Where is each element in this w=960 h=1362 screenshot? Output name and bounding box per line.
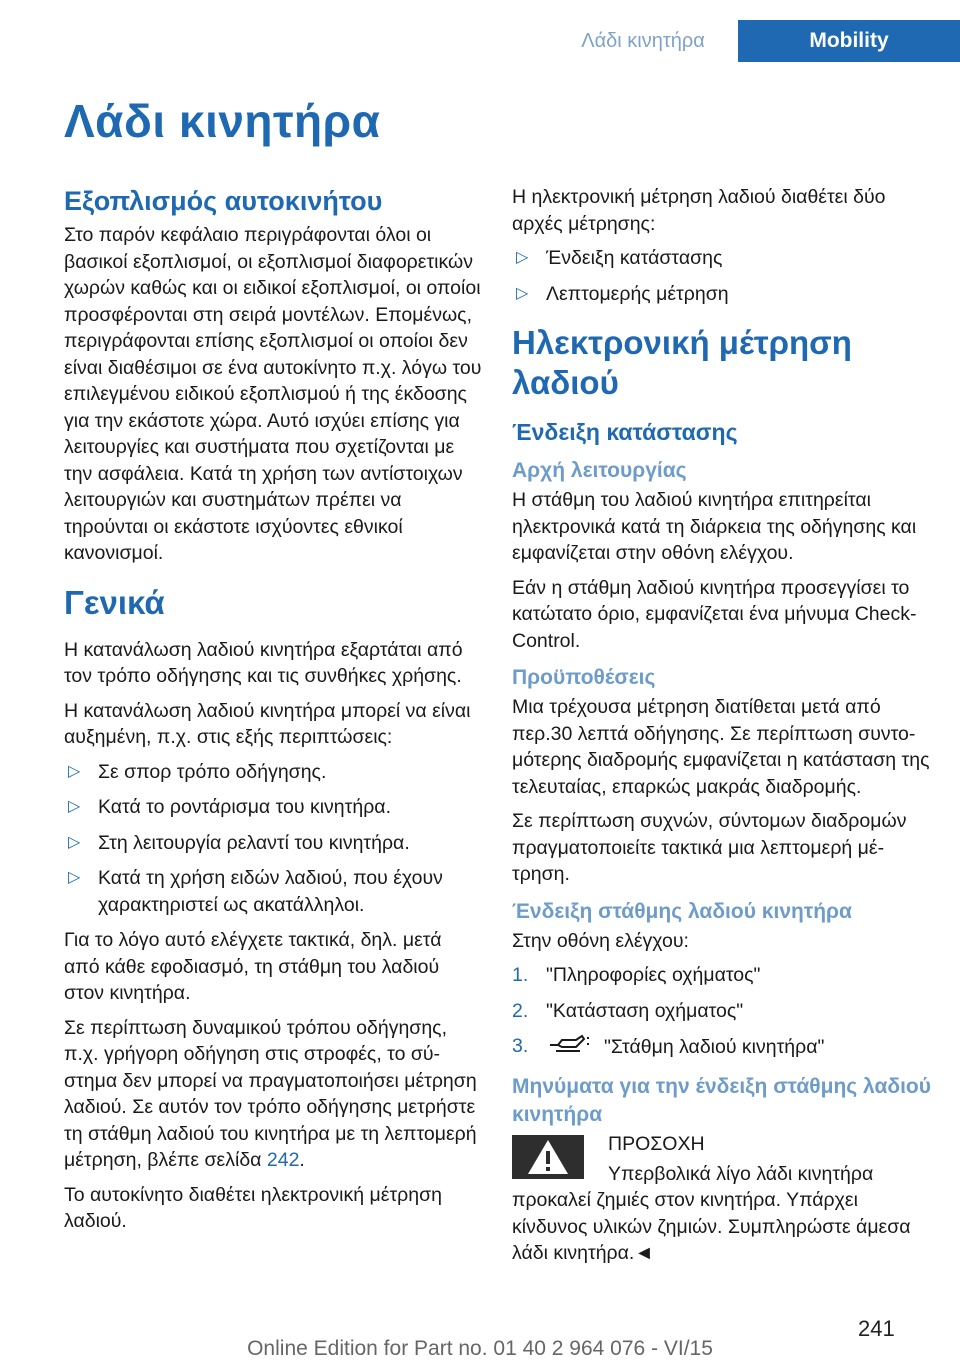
list-item — [64, 759, 482, 786]
messages-heading: Μηνύματα για την ένδειξη στάθμης λαδιού κινητήρα — [512, 1074, 931, 1126]
warning-title: ΠΡΟΣΟΧΗ — [608, 1132, 705, 1155]
paragraph-text: Σε περίπτωση δυναμικού τρόπου οδήγησης, π.χ. γρήγορη οδήγηση στις στροφές, το σύστημα δεν μπορεί να πραγματοποιήσει μέτρηση λαδιού. Σε αυτόν τον τρόπο οδήγησης μετρήστε τη στάθμη λαδιού του κινητήρα με τη λεπτομερή μέτρηση, βλέπε σελίδα — [64, 1016, 477, 1171]
list-item-text: Λεπτομερής μέτρηση — [546, 282, 729, 305]
warning-text-content: Υπερβολικά λίγο λάδι κινητήρα προκαλεί ζημιές στον κινητήρα. Υπάρχει κίνδυνος υλικών ζημιών. Συμπληρώστε άμεσα λάδι κινητήρα.◄ — [512, 1162, 911, 1264]
prerequisites-paragraph: Σε περίπτωση συχνών, σύντομων διαδρομών πραγματοποιείτε τακτικά μια λεπτομερή μέτρηση. — [512, 810, 907, 885]
step-number: 1. — [512, 964, 529, 986]
general-paragraph: Για το λόγο αυτό ελέγχετε τακτικά, δηλ. μετά από κάθε εφοδιασμό, τη στάθμη του λαδιού στον κινητήρα. — [64, 929, 442, 1004]
warning-triangle-icon — [512, 1135, 584, 1179]
principle-paragraph: Η στάθμη του λαδιού κινητήρα επιτηρείται ηλεκτρονικά κατά τη διάρκεια της οδήγησης και εμφανίζεται στην οθόνη ελέγχου. — [512, 489, 917, 564]
list-item-text: Ένδειξη κατάστασης — [546, 247, 723, 269]
intro-paragraph: Η ηλεκτρονική μέτρηση λαδιού διαθέτει δύο αρχές μέτρησης: — [512, 186, 886, 235]
list-item-text: Κατά τη χρήση ειδών λαδιού, που έχουν χαρακτηριστεί ως ακατάλληλοι. — [98, 867, 443, 916]
display-heading: Ένδειξη στάθμης λαδιού κινητήρα — [512, 899, 852, 923]
status-heading: Ένδειξη κατάστασης — [512, 419, 738, 445]
paragraph-text: . — [299, 1149, 305, 1171]
step-number: 3. — [512, 1035, 529, 1057]
step-text: "Στάθμη λαδιού κινητήρα" — [604, 1035, 825, 1058]
triangle-bullet-icon: ▷ — [516, 249, 529, 266]
triangle-bullet-icon: ▷ — [68, 869, 81, 886]
electronic-measurement-heading: Ηλεκτρονική μέτρηση λαδιού — [512, 324, 852, 401]
principle-heading: Αρχή λειτουργίας — [512, 459, 687, 482]
triangle-bullet-icon: ▷ — [68, 798, 81, 815]
list-item — [512, 245, 932, 272]
page-number: 241 — [858, 1316, 895, 1341]
equipment-heading: Εξοπλισμός αυτοκινήτου — [64, 186, 383, 216]
triangle-bullet-icon: ▷ — [68, 833, 81, 851]
general-heading: Γενικά — [64, 583, 165, 621]
page-title: Λάδι κινητήρα — [64, 95, 381, 147]
step-text: "Κατάσταση οχήματος" — [546, 999, 744, 1022]
list-item — [64, 830, 482, 857]
general-paragraph: Η κατανάλωση λαδιού κινητήρα εξαρτάται από τον τρόπο οδήγησης και τις συνθήκες χρήσης. — [64, 638, 463, 687]
triangle-bullet-icon: ▷ — [68, 762, 81, 780]
list-item — [512, 1033, 932, 1063]
general-paragraph: Η κατανάλωση λαδιού κινητήρα μπορεί να είναι αυξημένη, π.χ. στις εξής περιπτώσεις: — [64, 699, 471, 748]
step-text: "Πληροφορίες οχήματος" — [546, 964, 761, 986]
display-intro: Στην οθόνη ελέγχου: — [512, 929, 689, 952]
list-item-text: Σε σπορ τρόπο οδήγησης. — [98, 760, 327, 783]
header-tab-mobility[interactable]: Mobility — [738, 20, 960, 62]
steps-list — [512, 962, 932, 1063]
right-column — [512, 184, 932, 1275]
left-column — [64, 184, 482, 1243]
header-section-label: Λάδι κινητήρα — [581, 30, 705, 52]
prerequisites-heading: Προϋποθέσεις — [512, 666, 656, 689]
footer-edition: Online Edition for Part no. 01 40 2 964 076 - VI/15 — [247, 1337, 713, 1360]
general-paragraph: Το αυτοκίνητο διαθέτει ηλεκτρονική μέτρηση λαδιού. — [64, 1183, 442, 1232]
list-item — [512, 281, 932, 308]
step-number: 2. — [512, 999, 529, 1022]
warning-block — [512, 1131, 932, 1191]
triangle-bullet-icon: ▷ — [516, 284, 529, 302]
page-link[interactable]: 242 — [266, 1149, 300, 1171]
consumption-list — [64, 759, 482, 919]
list-item — [64, 794, 482, 821]
principles-list — [512, 245, 932, 307]
oil-level-icon — [546, 1033, 594, 1063]
list-item-text: Κατά το ροντάρισμα του κινητήρα. — [98, 796, 391, 818]
prerequisites-paragraph: Μια τρέχουσα μέτρηση διατίθεται μετά από περ.30 λεπτά οδήγησης. Σε περίπτωση συντομότερης διαδρομής εμφανίζεται η κατάσταση της τελευταίας, επαρκώς μακράς διαδρομής. — [512, 696, 930, 798]
equipment-text: Στο παρόν κεφάλαιο περιγράφονται όλοι οι βασικοί εξοπλισμοί, οι εξοπλισμοί διαφορετικών χωρών καθώς και οι ειδικοί εξοπλισμοί, οι οποίοι προσφέρονται στη σειρά μοντέλων. Επομένως, περιγράφονται επίσης εξοπλισμοί οι οποίοι δεν είναι διαθέσιμοι σε ένα αυτοκίνητο π.χ. λόγω του επιλεγμένου ειδικού εξοπλισμού ή της έκδοσης για την εκάστοτε χώρα. Αυτό ισχύει επίσης για λειτουργίες και συστήματα που σχετίζονται με την ασφάλεια. Κατά τη χρήση των αντίστοιχων λειτουργιών και συστημάτων πρέπει να τηρούνται οι εκάστοτε ισχύοντες εθνικοί κανονισμοί. — [64, 224, 482, 564]
list-item-text: Στη λειτουργία ρελαντί του κινητήρα. — [98, 831, 410, 854]
general-paragraph — [64, 1015, 482, 1174]
principle-paragraph: Εάν η στάθμη λαδιού κινητήρα προσεγγίσει το κατώτατο όριο, εμφανίζεται ένα μήνυμα Check-Control. — [512, 576, 917, 652]
list-item — [512, 998, 932, 1025]
list-item — [512, 962, 932, 989]
list-item — [64, 865, 482, 918]
